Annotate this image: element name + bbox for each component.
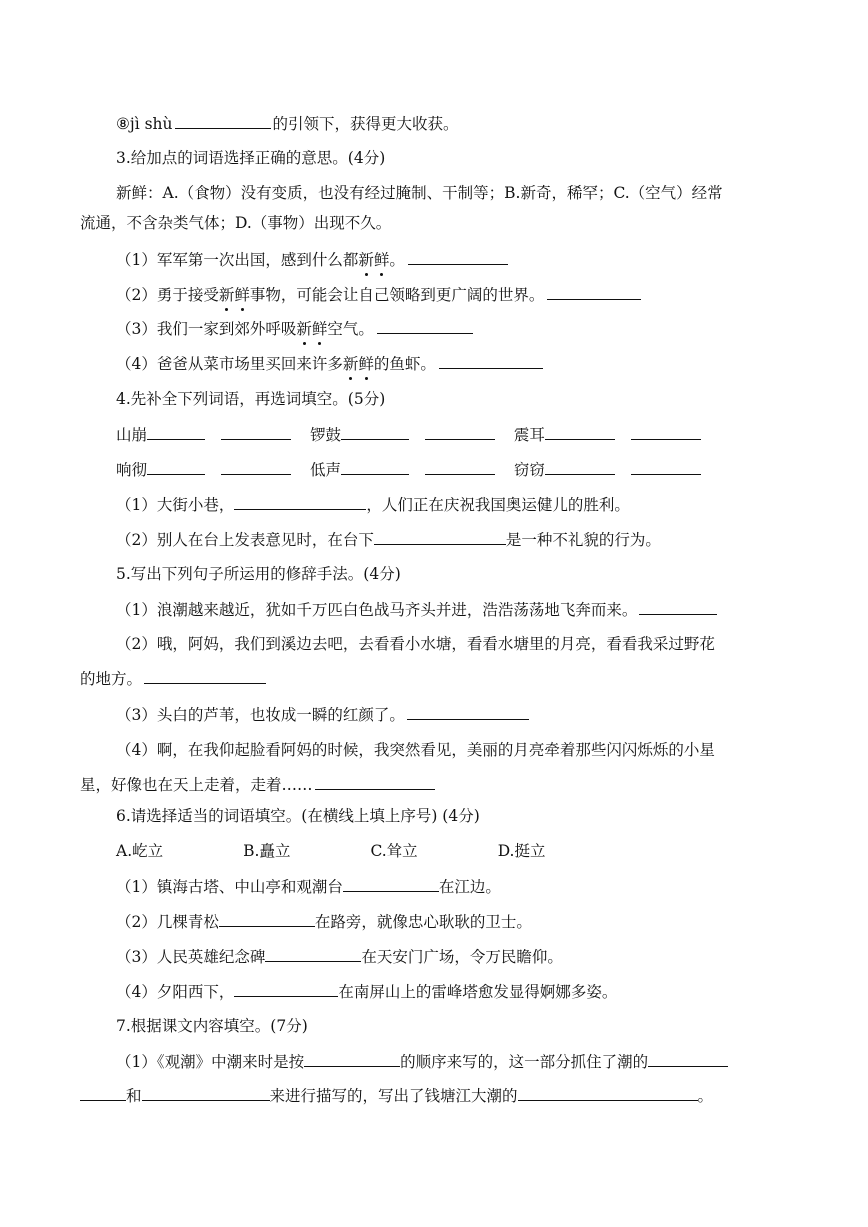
q5-sentence-4b	[80, 774, 435, 795]
answer-blank[interactable]	[439, 353, 543, 369]
dotted-char: 新	[358, 251, 374, 269]
word-stem: 锣鼓	[309, 426, 341, 444]
q6-sentence-2	[116, 911, 532, 932]
answer-blank[interactable]	[631, 459, 701, 475]
word-stem: 窃窃	[513, 461, 545, 479]
item-number: ⑧	[116, 115, 130, 133]
answer-blank[interactable]	[234, 981, 338, 997]
answer-blank[interactable]	[425, 459, 495, 475]
option-b: B.矗立	[243, 842, 291, 860]
word-stem: 响彻	[116, 461, 148, 479]
q2-item-8	[116, 113, 459, 134]
sentence-text: 在南屏山上的雷峰塔愈发显得婀娜多姿。	[338, 983, 618, 1001]
sentence-text: 和	[126, 1087, 142, 1105]
sentence-text: （1）镇海古塔、中山亭和观潮台	[116, 878, 343, 896]
sentence-text: 。	[389, 251, 405, 269]
q4-title: 4.先补全下列词语，再选词填空。(5分)	[116, 390, 386, 408]
answer-blank[interactable]	[341, 459, 409, 475]
sentence-text: （3）我们一家到郊外呼吸	[116, 320, 297, 338]
q6-sentence-4	[116, 981, 617, 1002]
answer-blank[interactable]	[425, 424, 495, 440]
sentence-text: 事物，可能会让自己领略到更广阔的世界。	[249, 286, 545, 304]
q3-item-1	[116, 249, 508, 270]
item-text: 的引领下，获得更大收获。	[272, 115, 459, 133]
sentence-text: 在江边。	[438, 878, 501, 896]
q5-title: 5.写出下列句子所运用的修辞手法。(4分)	[116, 565, 401, 583]
sentence-text: （2）勇于接受	[116, 286, 219, 304]
answer-blank[interactable]	[80, 1085, 126, 1101]
answer-blank[interactable]	[221, 459, 291, 475]
answer-blank[interactable]	[221, 424, 291, 440]
answer-blank[interactable]	[374, 529, 506, 545]
q4-sentence-2	[116, 529, 661, 550]
answer-blank[interactable]	[545, 459, 615, 475]
answer-blank[interactable]	[518, 1085, 698, 1101]
q3-item-3	[116, 318, 473, 339]
sentence-text: 空气。	[327, 320, 374, 338]
q5-sentence-2b	[80, 668, 266, 689]
answer-blank[interactable]	[547, 284, 641, 300]
sentence-text: 的鱼虾。	[373, 355, 436, 373]
dotted-char: 新	[218, 286, 235, 304]
q6-title: 6.请选择适当的词语填空。(在横线上填上序号) (4分)	[116, 807, 480, 825]
q5-sentence-1	[116, 599, 717, 620]
answer-blank[interactable]	[407, 704, 529, 720]
q3-item-2	[116, 284, 641, 305]
q6-sentence-3	[116, 946, 563, 967]
sentence-text: （1）大街小巷，	[116, 496, 235, 514]
sentence-text: 的顺序来写的，这一部分抓住了潮的	[400, 1053, 649, 1071]
answer-blank[interactable]	[545, 424, 615, 440]
answer-blank[interactable]	[219, 911, 315, 927]
option-c: C.耸立	[370, 842, 418, 860]
answer-blank[interactable]	[234, 494, 366, 510]
word-stem: 山崩	[116, 426, 148, 444]
answer-blank[interactable]	[144, 668, 266, 684]
sentence-text: 来进行描写的，写出了钱塘江大潮的	[269, 1087, 518, 1105]
pinyin: jì shù	[129, 115, 173, 133]
q6-options	[116, 841, 546, 861]
answer-blank[interactable]	[265, 946, 361, 962]
dotted-char: 鲜	[311, 320, 328, 338]
sentence-text: 在天安门广场，令万民瞻仰。	[361, 948, 563, 966]
q6-sentence-1	[116, 876, 501, 897]
answer-blank[interactable]	[147, 459, 205, 475]
q4-row-2	[116, 459, 701, 480]
sentence-text: （2）几棵青松	[116, 913, 219, 931]
word-stem: 震耳	[513, 426, 545, 444]
sentence-text: 在路旁，就像忠心耿耿的卫士。	[314, 913, 532, 931]
dotted-char: 新	[342, 355, 359, 373]
answer-blank[interactable]	[304, 1051, 400, 1067]
dotted-char: 鲜	[234, 286, 250, 304]
sentence-text: 的地方。	[80, 670, 143, 688]
sentence-text: 是一种不礼貌的行为。	[505, 531, 661, 549]
sentence-text: （1）军军第一次出国，感到什么都	[116, 251, 359, 269]
answer-blank[interactable]	[343, 876, 439, 892]
dotted-char: 新	[296, 320, 312, 338]
q4-sentence-1	[116, 494, 630, 515]
answer-blank[interactable]	[639, 599, 717, 615]
answer-blank[interactable]	[315, 774, 435, 790]
option-d: D.挺立	[497, 842, 546, 860]
q5-sentence-3	[116, 704, 529, 725]
q3-title: 3.给加点的词语选择正确的意思。(4分)	[116, 149, 386, 167]
dotted-char: 鲜	[373, 251, 390, 269]
q5-sentence-2a: （2）哦，阿妈，我们到溪边去吧，去看看小水塘，看看水塘里的月亮，看看我采过野花	[116, 635, 715, 653]
answer-blank[interactable]	[341, 424, 409, 440]
sentence-text: 星，好像也在天上走着，走着……	[80, 776, 313, 794]
answer-blank[interactable]	[377, 318, 473, 334]
sentence-text: （2）别人在台上发表意见时，在台下	[116, 531, 374, 549]
q3-definition-line1: 新鲜：A.（食物）没有变质，也没有经过腌制、干制等；B.新奇，稀罕；C.（空气）经常	[116, 184, 723, 202]
sentence-text: 。	[697, 1087, 714, 1105]
sentence-text: （1）浪潮越来越近，犹如千万匹白色战马齐头并进，浩浩荡荡地飞奔而来。	[116, 601, 638, 619]
q5-sentence-4a: （4）啊，在我仰起脸看阿妈的时候，我突然看见，美丽的月亮牵着那些闪闪烁烁的小星	[116, 741, 715, 759]
option-a: A.屹立	[116, 842, 164, 860]
sentence-text: （3）头白的芦苇，也妆成一瞬的红颜了。	[116, 706, 405, 724]
answer-blank[interactable]	[142, 1085, 270, 1101]
sentence-text: （3）人民英雄纪念碑	[116, 948, 266, 966]
sentence-text: （1）《观潮》中潮来时是按	[116, 1053, 305, 1071]
answer-blank[interactable]	[175, 113, 271, 129]
sentence-text: ，人们正在庆祝我国奥运健儿的胜利。	[366, 496, 630, 514]
q3-item-4	[116, 353, 543, 374]
answer-blank[interactable]	[631, 424, 701, 440]
q3-definition-line2: 流通，不含杂类气体；D.（事物）出现不久。	[80, 214, 392, 232]
answer-blank[interactable]	[408, 249, 508, 265]
answer-blank[interactable]	[147, 424, 205, 440]
q7-title: 7.根据课文内容填空。(7分)	[116, 1017, 308, 1035]
answer-blank[interactable]	[648, 1051, 728, 1067]
q4-row-1	[116, 424, 701, 445]
sentence-text: （4）夕阳西下，	[116, 983, 235, 1001]
q7-line-2	[80, 1085, 713, 1106]
sentence-text: （4）爸爸从菜市场里买回来许多	[116, 355, 343, 373]
q7-line-1	[116, 1051, 728, 1072]
dotted-char: 鲜	[358, 355, 374, 373]
word-stem: 低声	[309, 461, 341, 479]
